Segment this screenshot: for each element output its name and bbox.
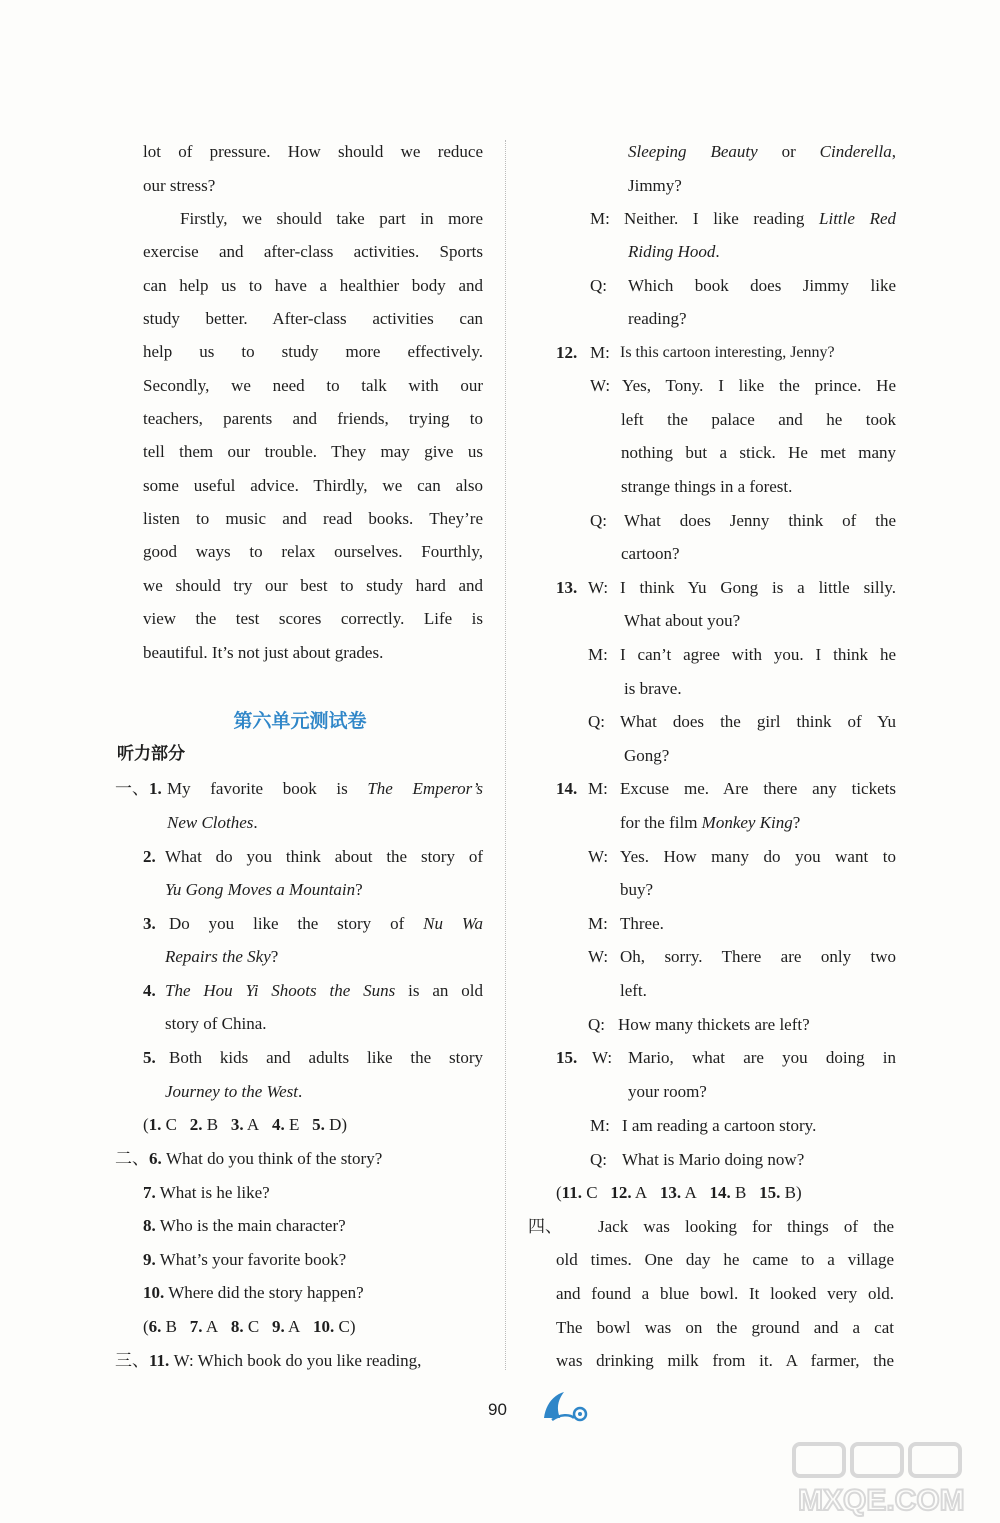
- column-divider: [505, 140, 506, 1370]
- question-15-line: your room?: [628, 1082, 707, 1101]
- part-4-line: and found a blue bowl. It looked very old.: [556, 1284, 894, 1303]
- question-11-line: Jimmy?: [628, 176, 682, 195]
- speaker-label: W:: [588, 578, 609, 597]
- question-3-line: Repairs the Sky?: [165, 947, 279, 966]
- part-2-item: 9. What’s your favorite book?: [143, 1250, 347, 1269]
- question-14-line: left.: [620, 981, 647, 1000]
- passage-line: listen to music and read books. They’re: [143, 509, 483, 528]
- speaker-label: M:: [588, 914, 608, 933]
- question-11-line: Neither. I like reading Little Red: [624, 209, 897, 228]
- passage-line: exercise and after-class activities. Sports: [143, 242, 483, 261]
- question-number: 4.: [143, 981, 156, 1000]
- passage-line: Firstly, we should take part in more: [180, 209, 483, 228]
- passage-line: we should try our best to study hard and: [143, 576, 483, 595]
- passage-line: teachers, parents and friends, trying to: [143, 409, 483, 428]
- passage-line: beautiful. It’s not just about grades.: [143, 643, 384, 662]
- leaf-swirl-logo-icon: [540, 1388, 590, 1429]
- speaker-label: M:: [588, 779, 608, 798]
- passage-line: good ways to relax ourselves. Fourthly,: [143, 542, 483, 561]
- part-4-line: The bowl was on the ground and a cat: [556, 1318, 894, 1337]
- part-1-answer-key: (1. C 2. B 3. A 4. E 5. D): [143, 1115, 348, 1134]
- question-13-line: is brave.: [624, 679, 682, 698]
- question-15-line: Mario, what are you doing in: [628, 1048, 896, 1067]
- question-14-line: Yes. How many do you want to: [620, 847, 896, 866]
- question-4-line: story of China.: [165, 1014, 267, 1033]
- question-14-line: Excuse me. Are there any tickets: [620, 779, 896, 798]
- speaker-label: W:: [592, 1048, 613, 1067]
- question-14-line: for the film Monkey King?: [620, 813, 801, 832]
- question-2-line: What do you think about the story of: [165, 847, 483, 866]
- speaker-label: Q:: [588, 712, 605, 731]
- part-2-item: 10. Where did the story happen?: [143, 1283, 364, 1302]
- question-14-line: How many thickets are left?: [618, 1015, 810, 1034]
- part-4-marker: 四、: [528, 1217, 562, 1236]
- part-4-line: old times. One day he came to a village: [556, 1250, 894, 1269]
- question-11-line: Riding Hood.: [628, 242, 720, 261]
- passage-line: tell them our trouble. They may give us: [143, 442, 483, 461]
- passage-line: view the test scores correctly. Life is: [143, 609, 483, 628]
- unit-test-heading: 第六单元测试卷: [233, 710, 367, 732]
- part-2-item: 8. Who is the main character?: [143, 1216, 346, 1235]
- passage-line: can help us to have a healthier body and: [143, 276, 483, 295]
- speaker-label: Q:: [590, 511, 607, 530]
- speaker-label: M:: [590, 343, 610, 362]
- speaker-label: Q:: [588, 1015, 605, 1034]
- part-1-marker: 一、1.: [115, 779, 162, 798]
- question-number: 12.: [556, 343, 578, 362]
- question-5-line: Journey to the West.: [165, 1082, 303, 1101]
- question-number: 2.: [143, 847, 156, 866]
- part-2-item: 7. What is he like?: [143, 1183, 270, 1202]
- question-12-line: cartoon?: [621, 544, 680, 563]
- speaker-label: W:: [588, 947, 609, 966]
- page-number: 90: [488, 1400, 507, 1419]
- passage-line: lot of pressure. How should we reduce: [143, 142, 483, 161]
- question-13-line: Gong?: [624, 746, 670, 765]
- question-number: 13.: [556, 578, 578, 597]
- question-14-line: Three.: [620, 914, 664, 933]
- question-11-line: reading?: [628, 309, 687, 328]
- question-2-line: Yu Gong Moves a Mountain?: [165, 880, 363, 899]
- question-11-line: Which book does Jimmy like: [628, 276, 896, 295]
- speaker-label: W:: [590, 376, 611, 395]
- question-12-line: Yes, Tony. I like the prince. He: [622, 376, 896, 395]
- question-number: 15.: [556, 1048, 578, 1067]
- question-13-line: What does the girl think of Yu: [620, 712, 896, 731]
- question-number: 3.: [143, 914, 156, 933]
- question-number: 5.: [143, 1048, 156, 1067]
- question-13-line: What about you?: [624, 611, 741, 630]
- question-1-line: My favorite book is The Emperor’s: [167, 779, 483, 798]
- speaker-label: W:: [588, 847, 609, 866]
- question-14-line: Oh, sorry. There are only two: [620, 947, 896, 966]
- question-3-line: Do you like the story of Nu Wa: [169, 914, 483, 933]
- question-12-line: left the palace and he took: [621, 410, 896, 429]
- speaker-label: Q:: [590, 1150, 607, 1169]
- question-number: 14.: [556, 779, 578, 798]
- speaker-label: M:: [590, 209, 610, 228]
- question-12-line: nothing but a stick. He met many: [621, 443, 896, 462]
- passage-line: help us to study more effectively.: [143, 342, 483, 361]
- question-4-line: The Hou Yi Shoots the Suns is an old: [165, 981, 484, 1000]
- question-5-line: Both kids and adults like the story: [169, 1048, 483, 1067]
- part-2-answer-key: (6. B 7. A 8. C 9. A 10. C): [143, 1317, 356, 1336]
- passage-line: our stress?: [143, 176, 216, 195]
- question-13-line: I think Yu Gong is a little silly.: [620, 578, 896, 597]
- part-4-line: was drinking milk from it. A farmer, the: [556, 1351, 894, 1370]
- part-2-item: 二、6. What do you think of the story?: [115, 1149, 383, 1168]
- part-4-line: Jack was looking for things of the: [598, 1217, 894, 1236]
- speaker-label: M:: [590, 1116, 610, 1135]
- question-15-line: I am reading a cartoon story.: [622, 1116, 817, 1135]
- question-15-line: What is Mario doing now?: [622, 1150, 805, 1169]
- question-14-line: buy?: [620, 880, 654, 899]
- passage-line: some useful advice. Thirdly, we can also: [143, 476, 483, 495]
- listening-section-title: 听力部分: [117, 744, 185, 764]
- passage-line: study better. After-class activities can: [143, 309, 483, 328]
- question-11-line: Sleeping Beauty or Cinderella,: [628, 142, 897, 161]
- question-1-line: New Clothes.: [167, 813, 258, 832]
- watermark: [790, 1440, 995, 1523]
- watermark-text: MXQE.COM: [798, 1484, 965, 1517]
- part-3-item: 三、11. W: Which book do you like reading,: [115, 1351, 422, 1370]
- speaker-label: M:: [588, 645, 608, 664]
- question-12-line: What does Jenny think of the: [624, 511, 896, 530]
- passage-line: Secondly, we need to talk with our: [143, 376, 483, 395]
- question-12-line: strange things in a forest.: [621, 477, 793, 496]
- question-13-line: I can’t agree with you. I think he: [620, 645, 896, 664]
- question-12-line: Is this cartoon interesting, Jenny?: [620, 344, 835, 361]
- part-3-answer-key: (11. C 12. A 13. A 14. B 15. B): [556, 1183, 802, 1202]
- speaker-label: Q:: [590, 276, 607, 295]
